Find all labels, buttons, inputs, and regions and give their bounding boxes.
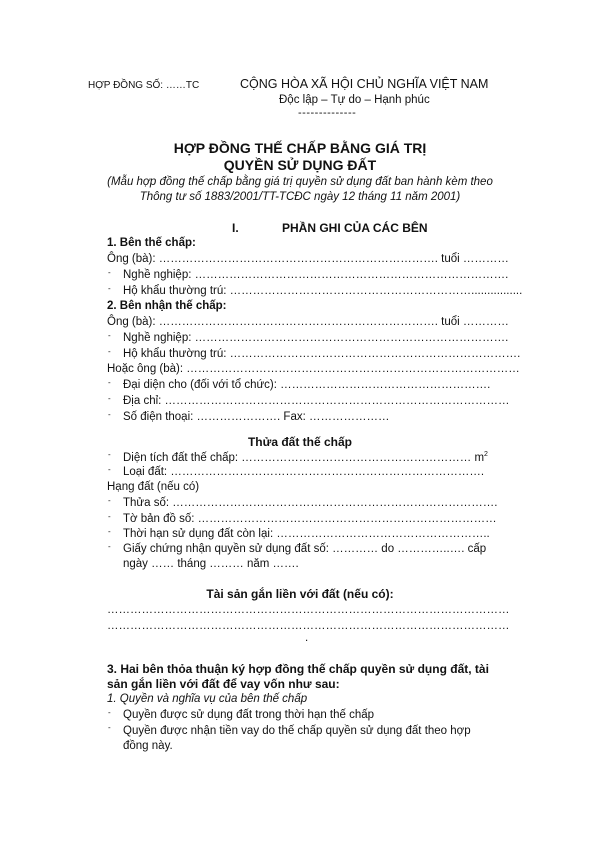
bullet: - — [108, 542, 111, 551]
section-title: PHẦN GHI CỦA CÁC BÊN — [282, 221, 428, 235]
party-b-representative: Đại diện cho (đối với tổ chức): ………………………………………………. — [123, 379, 491, 391]
bullet: - — [108, 450, 111, 459]
section3-paragraph-line1: 3. Hai bên thỏa thuận ký hợp đồng thế chấp quyền sử dụng đất, tài — [107, 662, 489, 676]
assets-heading: Tài sản gắn liền với đất (nếu có): — [206, 587, 394, 601]
right-receive-loan-line2: đồng này. — [123, 740, 173, 752]
bullet: - — [108, 284, 111, 293]
land-certificate-line2: ngày …… tháng ……… năm ……. — [123, 558, 299, 570]
assets-line2: …………………………………………………………………………………………… — [107, 620, 510, 632]
land-area-text: Diện tích đất thế chấp: …………………………………………………… m — [123, 451, 485, 464]
party-b-heading-text: 2. Bên nhận thế chấp: — [107, 300, 227, 312]
land-grade: Hạng đất (nếu có) — [107, 481, 200, 493]
section3-subheading: 1. Quyền và nghĩa vụ của bên thế chấp — [107, 693, 308, 705]
document-subtitle-line2: Thông tư số 1883/2001/TT-TCĐC ngày 12 tháng 11 năm 2001) — [139, 191, 461, 203]
party-b-or: Hoặc ông (bà): …………………………………………………………………………… — [107, 363, 520, 375]
header-divider: -------------- — [298, 107, 357, 119]
party-b-address: Hộ khẩu thường trú: …………………………………………………………………. — [123, 348, 521, 360]
party-b-name: Ông (bà): ………………………………………………………………. tuổi ………… — [107, 316, 509, 328]
document-title-line1: HỢP ĐỒNG THẾ CHẤP BẰNG GIÁ TRỊ — [173, 140, 427, 156]
bullet: - — [108, 512, 111, 521]
land-area — [123, 451, 488, 464]
bullet: - — [108, 496, 111, 505]
party-a-job: Nghề nghiệp: ………………………………………………………………………. — [123, 269, 509, 281]
bullet: - — [108, 465, 111, 474]
contract-number: HỢP ĐỒNG SỐ: ……TC — [88, 80, 200, 91]
assets-line3: . — [305, 632, 309, 644]
document-title-line2: QUYỀN SỬ DỤNG ĐẤT — [223, 157, 377, 173]
section-number: I. — [232, 221, 239, 235]
land-remaining-term: Thời hạn sử dụng đất còn lại: ……………………………………………….. — [123, 528, 490, 540]
bullet: - — [108, 394, 111, 403]
assets-line1: …………………………………………………………………………………………… — [107, 604, 510, 616]
party-a-address: Hộ khẩu thường trú: ………………………………………………………................ — [123, 285, 523, 297]
bullet: - — [108, 527, 111, 536]
bullet: - — [108, 331, 111, 340]
party-b-job: Nghề nghiệp: ………………………………………………………………………. — [123, 332, 509, 344]
land-heading: Thửa đất thế chấp — [247, 435, 353, 449]
right-receive-loan-line1: Quyền được nhận tiền vay do thế chấp quyền sử dụng đất theo hợp — [123, 725, 471, 737]
bullet: - — [108, 723, 111, 732]
national-motto: Độc lập – Tự do – Hạnh phúc — [279, 94, 430, 106]
party-a-heading: 1. Bên thế chấp: — [107, 237, 196, 249]
land-certificate-line1: Giấy chứng nhận quyền sử dụng đất số: ………… do …………..…. cấp — [123, 543, 487, 555]
right-use-land: Quyền được sử dụng đất trong thời hạn thế chấp — [123, 709, 375, 721]
land-map-sheet: Tờ bản đồ số: …………………………………………………………………… — [123, 513, 497, 525]
land-area-unit-sup: 2 — [484, 451, 488, 458]
section3-paragraph — [107, 662, 512, 692]
document-subtitle-line1: (Mẫu hợp đồng thế chấp bằng giá trị quyền sử dụng đất ban hành kèm theo — [107, 176, 493, 188]
bullet: - — [108, 378, 111, 387]
bullet: - — [108, 268, 111, 277]
bullet: - — [108, 708, 111, 717]
land-parcel: Thửa số: …………………………………………………………………………. — [123, 497, 498, 509]
party-b-address2: Địa chỉ: ……………………………………………………………………………… — [123, 395, 510, 407]
section3-paragraph-line2: sản gắn liền với đất để vay vốn như sau: — [107, 677, 340, 691]
right-receive-loan — [123, 724, 513, 754]
country-name: CỘNG HÒA XÃ HỘI CHỦ NGHĨA VIỆT NAM — [240, 77, 489, 91]
land-type: Loại đất: ………………………………………………………………………. — [123, 466, 485, 478]
party-a-name: Ông (bà): ………………………………………………………………. tuổi ………… — [107, 253, 509, 265]
bullet: - — [108, 410, 111, 419]
party-b-heading — [107, 300, 227, 312]
party-b-phone: Số điện thoại: …………………. Fax: ………………… — [123, 411, 390, 423]
bullet: - — [108, 347, 111, 356]
